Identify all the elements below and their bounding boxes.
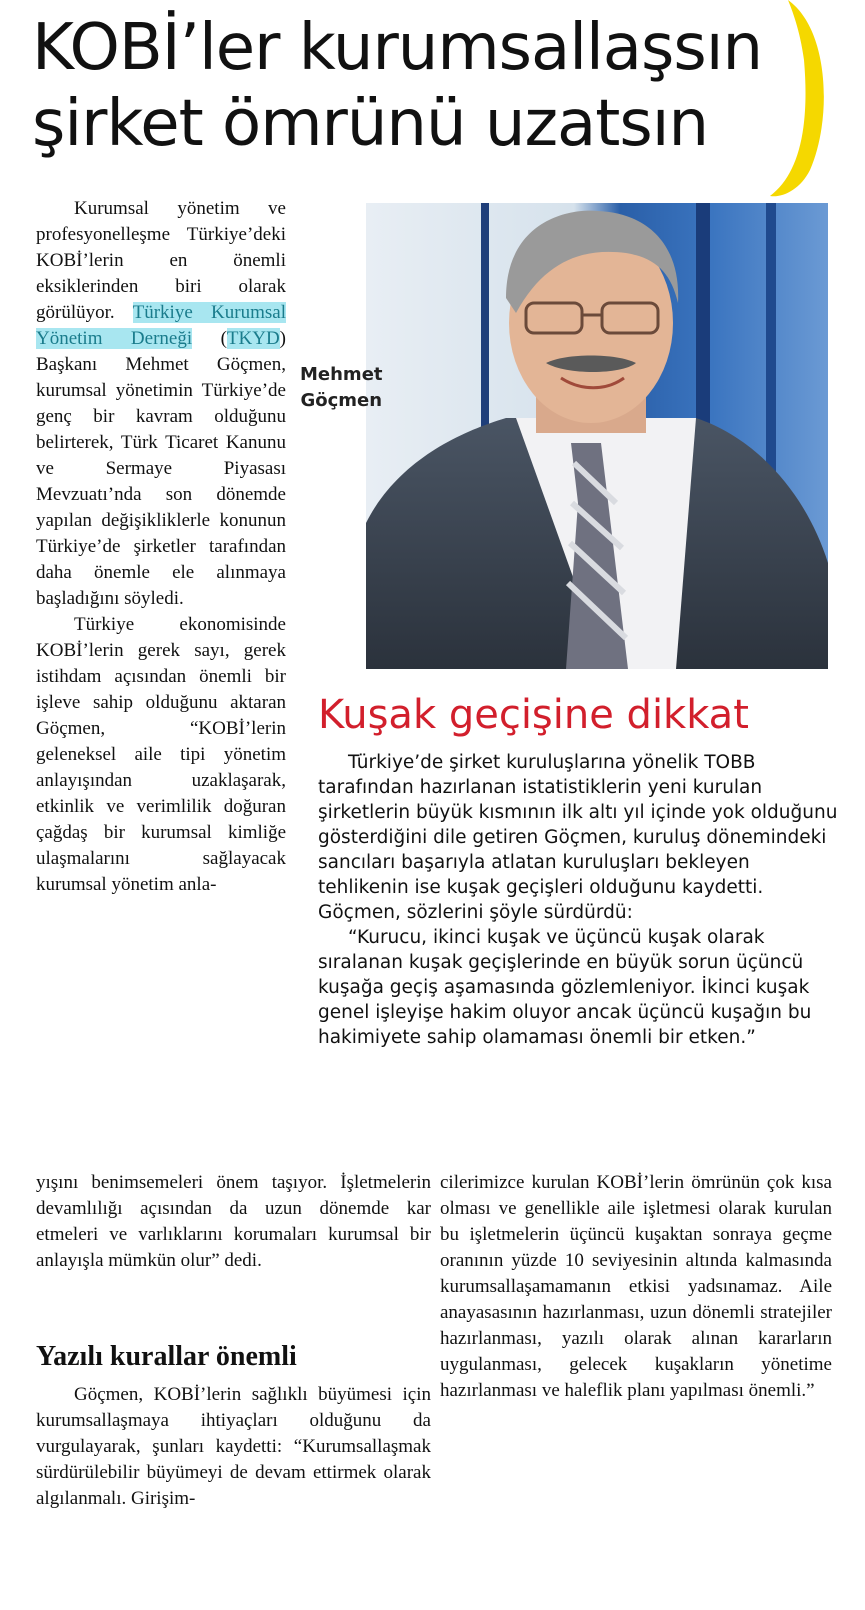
headline-line-2: şirket ömrünü uzatsın	[32, 87, 709, 161]
section2-paragraph: Göçmen, KOBİ’lerin sağlıklı büyümesi için kurumsallaşmaya ihtiyaçları olduğunu da vurgulayarak, şunları kaydetti: “Kurumsallaşmak sürdürülebilir büyümeyi de devam ettirmek olarak algılanmalı. Girişim-	[36, 1384, 431, 1509]
intro-paragraph-1	[36, 196, 286, 612]
sidebar-quote: “Kurucu, ikinci kuşak ve üçüncü kuşak olarak sıralanan kuşak geçişlerinde en büyük sorun üçüncü kuşağa geçiş aşamasında gözlemleniyor. İkinci kuşak genel işleyişe hakim oluyor ancak üçüncü kuşağın bu hakimiyete sahip olamaması önemli bir etken.”	[318, 927, 812, 1048]
open-paren: (	[220, 328, 227, 349]
yellow-quote-mark-icon	[770, 0, 840, 200]
intro-rest-text: ) Başkanı Mehmet Göçmen, kurumsal yönetimin Türkiye’de genç bir kavram olduğunu belirterek, Türk Ticaret Kanunu ve Sermaye Piyasası Mevzuatı’nda son dönemde yapılan değişikliklerle konunun Türkiye’de şirketler tarafından daha önemle ele alınmaya başladığını söyledi.	[36, 328, 286, 609]
section2-paragraph-continued: cilerimizce kurulan KOBİ’lerin ömrünün çok kısa olması ve genellikle aile işletmesi olarak kurulan bu işletmelerin üçüncü kuşaktan sonraya geçme oranının yüzde 10 seviyesinin altında kalmasında kurumsallaşamamanın etkisi yadsınamaz. Aile anayasasının hazırlanması, uzun dönemli stratejiler hazırlanması, yazılı olarak alınan kararların uygulanması, gelecek kuşakların yönetime hazırlanması ve haleflik planı yapılması önemli.”	[440, 1172, 832, 1401]
intro-lead-text: Kurumsal yönetim ve profesyonelleşme Türkiye’deki KOBİ’lerin en önemli eksiklerinden biri olarak görülüyor.	[36, 198, 286, 323]
sidebar-title: Kuşak geçişine dikkat	[318, 692, 749, 738]
section-subheading: Yazılı kurallar önemli	[36, 1341, 297, 1372]
section2-column	[36, 1382, 431, 1512]
portrait-photo	[366, 203, 828, 669]
sidebar-body	[318, 750, 838, 1050]
caption-last-name: Göçmen	[300, 390, 383, 411]
intro-continuation	[36, 1170, 431, 1274]
section2-continued-column	[440, 1170, 832, 1404]
headline-line-1: KOBİ’ler kurumsallaşsın	[32, 11, 763, 85]
headline	[32, 10, 832, 162]
caption-first-name: Mehmet	[300, 364, 383, 385]
organization-name-link[interactable]: Türkiye Kurumsal Yönetim Derneği	[36, 302, 286, 349]
intro-paragraph-2: Türkiye ekonomisinde KOBİ’lerin gerek sayı, gerek istihdam açısından önemli bir işleve sahip olduğunu aktaran Göçmen, “KOBİ’lerin geleneksel aile tipi yönetim anlayışından uzaklaşarak, etkinlik ve verimlilik doğuran çağdaş bir kurumsal kimliğe ulaşmalarını sağlayacak kurumsal yönetim anla-	[36, 614, 286, 895]
intro-paragraph-2-continued: yışını benimsemeleri önem taşıyor. İşletmelerin devamlılığı açısından da uzun dönemde kar etmeleri ve varlıklarını korumaları kurumsal bir anlayışla mümkün olur” dedi.	[36, 1172, 431, 1271]
sidebar-paragraph: Türkiye’de şirket kuruluşlarına yönelik TOBB tarafından hazırlanan istatistiklerin yeni kurulan şirketlerin büyük kısmının ilk altı yıl içinde yok olduğunu gösterdiğini dile getiren Göçmen, kuruluş dönemindeki sancıları başarıyla atlatan kuruluşları bekleyen tehlikenin ise kuşak geçişleri olduğunu kaydetti. Göçmen, sözlerini şöyle sürdürdü:	[318, 752, 838, 923]
intro-column	[36, 196, 286, 898]
photo-caption	[300, 362, 383, 414]
organization-abbr-link[interactable]: TKYD	[226, 328, 280, 349]
